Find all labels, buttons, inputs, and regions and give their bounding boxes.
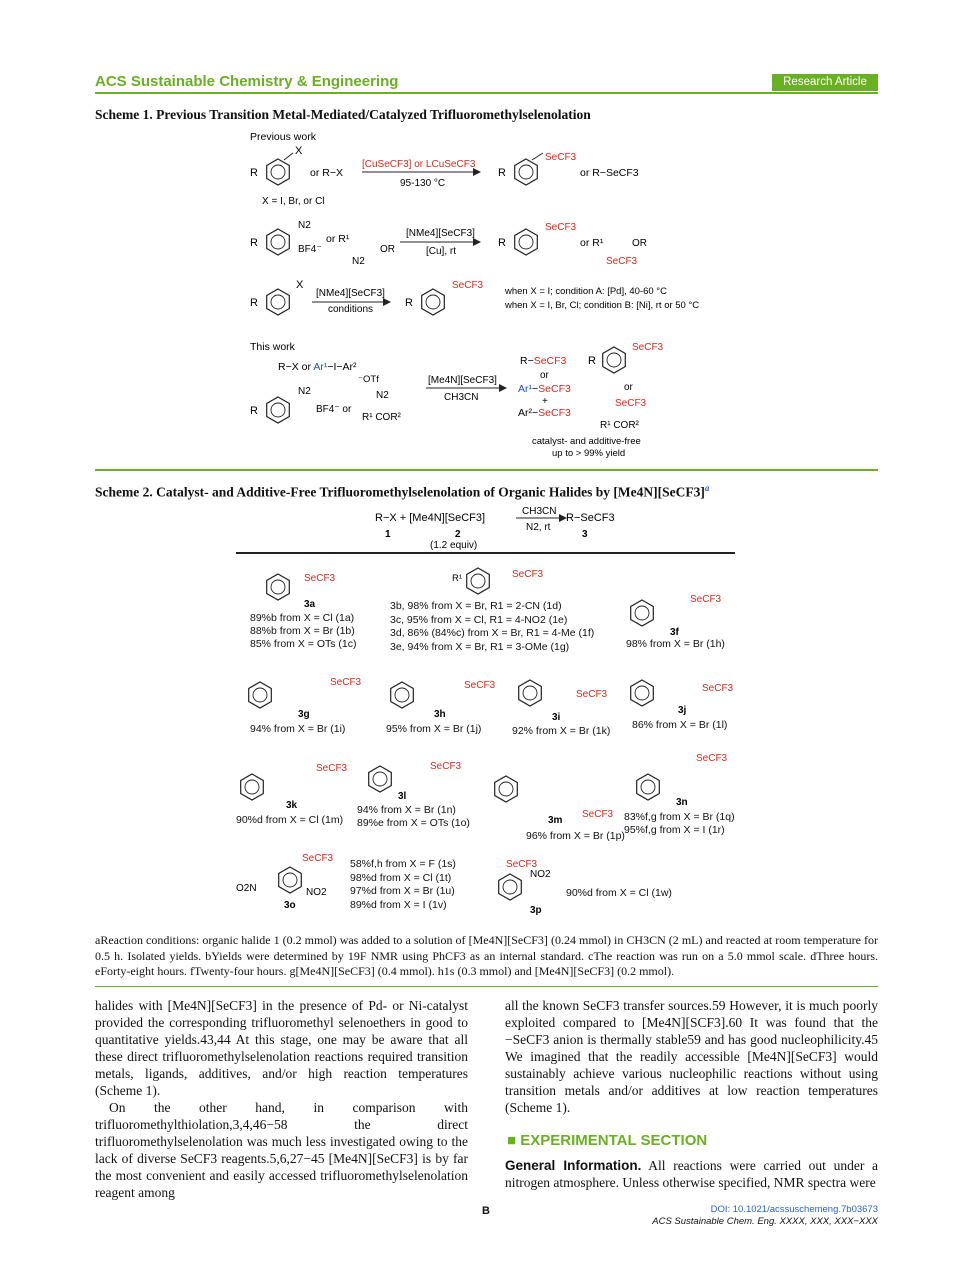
svg-text:or: or bbox=[540, 370, 549, 381]
benzene-ring-icon bbox=[267, 159, 290, 185]
svg-text:CH3CN: CH3CN bbox=[444, 392, 479, 403]
svg-text:R: R bbox=[250, 167, 258, 179]
svg-text:or R−SeCF3: or R−SeCF3 bbox=[580, 167, 639, 179]
svg-text:N2: N2 bbox=[298, 220, 311, 231]
svg-text:N2: N2 bbox=[352, 256, 365, 267]
svg-text:when X = I; condition A: [Pd],: when X = I; condition A: [Pd], 40-60 °C bbox=[505, 286, 667, 297]
svg-text:3h: 3h bbox=[434, 709, 446, 720]
svg-text:SeCF3: SeCF3 bbox=[545, 222, 577, 233]
compound-3o-structure bbox=[279, 867, 302, 893]
compound-3k-yields: 90%d from X = Cl (1m) bbox=[236, 814, 344, 826]
svg-text:R: R bbox=[588, 355, 596, 367]
svg-text:[Cu], rt: [Cu], rt bbox=[426, 246, 457, 257]
header-rule bbox=[95, 92, 878, 94]
svg-text:R−SeCF3: R−SeCF3 bbox=[520, 355, 567, 367]
svg-text:3l: 3l bbox=[398, 791, 407, 802]
svg-text:⁻OTf: ⁻OTf bbox=[358, 374, 379, 385]
svg-text:BF4⁻: BF4⁻ bbox=[298, 244, 322, 255]
svg-text:3m: 3m bbox=[548, 815, 563, 826]
doi-link[interactable]: DOI: 10.1021/acssuschemeng.7b03673 bbox=[710, 1204, 878, 1215]
svg-text:Ar¹−SeCF3: Ar¹−SeCF3 bbox=[518, 383, 571, 395]
svg-text:+: + bbox=[542, 396, 548, 407]
svg-text:SeCF3: SeCF3 bbox=[696, 753, 728, 764]
compound-3f-yields: 98% from X = Br (1h) bbox=[626, 638, 725, 650]
svg-text:3a: 3a bbox=[304, 599, 316, 610]
svg-text:or R−X: or R−X bbox=[310, 167, 343, 179]
svg-text:R: R bbox=[405, 297, 413, 309]
svg-text:SeCF3: SeCF3 bbox=[506, 859, 538, 870]
experimental-section-heading: ■ EXPERIMENTAL SECTION bbox=[507, 1132, 708, 1149]
svg-text:SeCF3: SeCF3 bbox=[576, 689, 608, 700]
left-paragraph-2: On the other hand, in comparison with trifluoromethylthiolation,3,4,46−58 the direct trifluoromethylselenolation was much less investigated owing to the lack of diverse SeCF3 reagents.5,6,27−45 [Me4N][SeCF3] is by far the most convenient and easily accessed trifluoromethylselenolation reagent among bbox=[95, 1100, 468, 1200]
svg-text:or R¹: or R¹ bbox=[580, 237, 604, 249]
svg-text:SeCF3: SeCF3 bbox=[330, 677, 362, 688]
svg-text:3o: 3o bbox=[284, 900, 296, 911]
previous-work-label: Previous work bbox=[250, 131, 316, 143]
svg-text:SeCF3: SeCF3 bbox=[302, 853, 334, 864]
svg-text:3k: 3k bbox=[286, 800, 298, 811]
compound-3p-yields: 90%d from X = Cl (1w) bbox=[566, 887, 672, 899]
compound-3j-structure bbox=[631, 680, 654, 706]
svg-text:SeCF3: SeCF3 bbox=[615, 398, 647, 409]
this-work-label: This work bbox=[250, 341, 295, 353]
footer-doi bbox=[652, 1204, 878, 1228]
svg-text:3p: 3p bbox=[530, 905, 542, 916]
page-number: B bbox=[482, 1205, 490, 1217]
scheme1-figure bbox=[240, 128, 740, 463]
svg-text:3j: 3j bbox=[678, 705, 687, 716]
svg-text:95-130 °C: 95-130 °C bbox=[400, 178, 446, 189]
svg-text:OR: OR bbox=[632, 238, 647, 249]
compound-3g-structure bbox=[249, 682, 272, 708]
citation: ACS Sustainable Chem. Eng. XXXX, XXX, XXX−XXX bbox=[652, 1216, 878, 1227]
svg-text:R¹: R¹ bbox=[452, 573, 463, 584]
svg-text:3n: 3n bbox=[676, 797, 688, 808]
compound-3l-yields: 94% from X = Br (1n) 89%e from X = OTs (1o) bbox=[357, 804, 470, 829]
svg-text:SeCF3: SeCF3 bbox=[464, 680, 496, 691]
svg-text:or R¹: or R¹ bbox=[326, 233, 350, 245]
svg-text:3g: 3g bbox=[298, 709, 310, 720]
svg-text:NO2: NO2 bbox=[306, 887, 327, 898]
svg-text:3i: 3i bbox=[552, 712, 561, 723]
scheme1-caption: Scheme 1. Previous Transition Metal-Mediated/Catalyzed Trifluoromethylselenolation bbox=[95, 107, 591, 122]
compound-3j-yields: 86% from X = Br (1l) bbox=[632, 719, 728, 731]
right-column bbox=[505, 997, 878, 1116]
svg-text:or: or bbox=[624, 382, 633, 393]
svg-text:OR: OR bbox=[380, 244, 395, 255]
svg-text:X = I, Br, or Cl: X = I, Br, or Cl bbox=[262, 196, 325, 207]
svg-text:SeCF3: SeCF3 bbox=[702, 683, 734, 694]
svg-text:[CuSeCF3] or LCuSeCF3: [CuSeCF3] or LCuSeCF3 bbox=[362, 159, 476, 170]
svg-text:CH3CN: CH3CN bbox=[522, 506, 557, 517]
svg-text:R−X + [Me4N][SeCF3]: R−X + [Me4N][SeCF3] bbox=[375, 512, 486, 524]
general-information-heading: General Information. bbox=[505, 1158, 642, 1173]
svg-text:R: R bbox=[498, 167, 506, 179]
svg-text:R: R bbox=[498, 237, 506, 249]
svg-text:R−X or Ar¹−I−Ar²: R−X or Ar¹−I−Ar² bbox=[278, 361, 357, 373]
compound-3n-structure bbox=[637, 774, 660, 800]
svg-text:conditions: conditions bbox=[328, 304, 374, 315]
svg-text:N2: N2 bbox=[376, 390, 389, 401]
svg-text:N2, rt: N2, rt bbox=[526, 522, 551, 533]
svg-text:catalyst- and additive-free: catalyst- and additive-free bbox=[532, 436, 641, 447]
svg-text:X: X bbox=[295, 145, 303, 157]
benzene-ring-icon bbox=[515, 159, 538, 185]
svg-text:R: R bbox=[250, 237, 258, 249]
right-paragraph-1: all the known SeCF3 transfer sources.59 However, it is much poorly exploited compared to [Me4N][SCF3].60 It was found that the −SeCF3 anion is thermally stable59 and has good nucleophilicity.45 We imagined that the readily accessible [Me4N][SeCF3] would sustainably achieve various nucleophilic reactions without using transition metals and/or additives at low reaction temperatures (Scheme 1). bbox=[505, 998, 878, 1115]
compound-3h-yields: 95% from X = Br (1j) bbox=[386, 723, 482, 735]
svg-text:SeCF3: SeCF3 bbox=[606, 256, 638, 267]
svg-text:SeCF3: SeCF3 bbox=[545, 152, 577, 163]
svg-text:SeCF3: SeCF3 bbox=[632, 342, 664, 353]
svg-text:SeCF3: SeCF3 bbox=[690, 594, 722, 605]
compound-3n-yields: 83%f,g from X = Br (1q) 95%f,g from X = I (1r) bbox=[624, 811, 735, 836]
svg-text:(1.2 equiv): (1.2 equiv) bbox=[430, 540, 478, 551]
general-information bbox=[505, 1157, 878, 1191]
svg-text:3: 3 bbox=[582, 529, 588, 540]
compound-3i-yields: 92% from X = Br (1k) bbox=[512, 725, 611, 737]
scheme2-footnote: aReaction conditions: organic halide 1 (0.2 mmol) was added to a solution of [Me4N][SeCF3] (0.24 mmol) in CH3CN (2 mL) and reacted at room temperature for 0.5 h. Isolated yields. bYields were determined by 19F NMR using PhCF3 as an internal standard. cThe reaction was run on a 5.0 mmol scale. dThree hours. eForty-eight hours. fTwenty-four hours. g[Me4N][SeCF3] (0.4 mmol). h1s (0.3 mmol) and [Me4N][SeCF3] (0.2 mmol). bbox=[95, 933, 878, 978]
compound-3m-structure bbox=[495, 776, 518, 802]
svg-text:N2: N2 bbox=[298, 386, 311, 397]
compound-3f-structure bbox=[631, 600, 654, 626]
svg-text:R: R bbox=[250, 297, 258, 309]
svg-text:[NMe4][SeCF3]: [NMe4][SeCF3] bbox=[406, 228, 475, 239]
svg-text:SeCF3: SeCF3 bbox=[582, 809, 614, 820]
svg-text:O2N: O2N bbox=[236, 883, 257, 894]
scheme1-bottom-rule bbox=[95, 469, 878, 471]
compound-3p-structure bbox=[499, 874, 522, 900]
svg-text:[Me4N][SeCF3]: [Me4N][SeCF3] bbox=[428, 375, 497, 386]
svg-text:NO2: NO2 bbox=[530, 869, 551, 880]
svg-text:R−SeCF3: R−SeCF3 bbox=[566, 512, 615, 524]
svg-text:BF4⁻ or: BF4⁻ or bbox=[316, 404, 352, 415]
svg-text:when X = I, Br, Cl; condition: when X = I, Br, Cl; condition B: [Ni], rt or 50 °C bbox=[505, 300, 700, 311]
scheme2-caption: Scheme 2. Catalyst- and Additive-Free Trifluoromethylselenolation of Organic Halides by [Me4N][SeCF3]$^a$ bbox=[95, 483, 710, 500]
svg-text:1: 1 bbox=[385, 529, 391, 540]
article-type-badge: Research Article bbox=[772, 74, 878, 91]
svg-text:SeCF3: SeCF3 bbox=[430, 761, 462, 772]
compound-3b-3e-yields: 3b, 98% from X = Br, R1 = 2-CN (1d) 3c, 95% from X = Cl, R1 = 4-NO2 (1e) 3d, 86% (84%c) from X = Br, R1 = 4-Me (1f) 3e, 94% from X = Br, R1 = 3-OMe (1g) bbox=[390, 600, 595, 653]
compound-3k-structure bbox=[241, 774, 264, 800]
svg-text:R¹ COR²: R¹ COR² bbox=[362, 412, 401, 423]
svg-text:Ar²−SeCF3: Ar²−SeCF3 bbox=[518, 407, 571, 419]
compound-3h-structure bbox=[391, 682, 414, 708]
compound-3l-structure bbox=[369, 766, 392, 792]
svg-text:3f: 3f bbox=[670, 627, 679, 638]
journal-name: ACS Sustainable Chemistry & Engineering bbox=[95, 73, 399, 90]
compound-3b-structure bbox=[467, 568, 490, 594]
svg-text:R¹ COR²: R¹ COR² bbox=[600, 420, 639, 431]
svg-text:X: X bbox=[296, 279, 304, 291]
footnote-rule bbox=[95, 986, 878, 987]
compound-3o-yields: 58%f,h from X = F (1s) 98%d from X = Cl (1t) 97%d from X = Br (1u) 89%d from X = I (1v) bbox=[350, 858, 456, 911]
compound-3a-structure bbox=[267, 574, 290, 600]
compound-3i-structure bbox=[519, 680, 542, 706]
compound-3m-yields: 96% from X = Br (1p) bbox=[526, 830, 625, 842]
svg-text:SeCF3: SeCF3 bbox=[316, 763, 348, 774]
compound-3a-yields: 89%b from X = Cl (1a) 88%b from X = Br (1b) 85% from X = OTs (1c) bbox=[250, 612, 357, 650]
svg-text:[NMe4][SeCF3]: [NMe4][SeCF3] bbox=[316, 288, 385, 299]
svg-text:2: 2 bbox=[455, 529, 461, 540]
left-column bbox=[95, 997, 468, 1201]
svg-text:SeCF3: SeCF3 bbox=[512, 569, 544, 580]
svg-text:SeCF3: SeCF3 bbox=[452, 280, 484, 291]
svg-text:up to > 99% yield: up to > 99% yield bbox=[552, 448, 626, 459]
svg-text:SeCF3: SeCF3 bbox=[304, 573, 336, 584]
left-paragraph-1: halides with [Me4N][SeCF3] in the presence of Pd- or Ni-catalyst provided the corresponding trifluoromethyl selenoethers in good to quantitative yields.43,44 At this stage, one may be aware that all these direct trifluoromethylselenolation reactions required transition metals, ligands, additives, and/or high reaction temperatures (Scheme 1). bbox=[95, 998, 468, 1098]
scheme2-equation bbox=[230, 503, 750, 555]
svg-text:R: R bbox=[250, 405, 258, 417]
compound-3g-yields: 94% from X = Br (1i) bbox=[250, 723, 346, 735]
general-information-text: All reactions were carried out under a nitrogen atmosphere. Unless otherwise specified, NMR spectra were bbox=[505, 1158, 878, 1190]
